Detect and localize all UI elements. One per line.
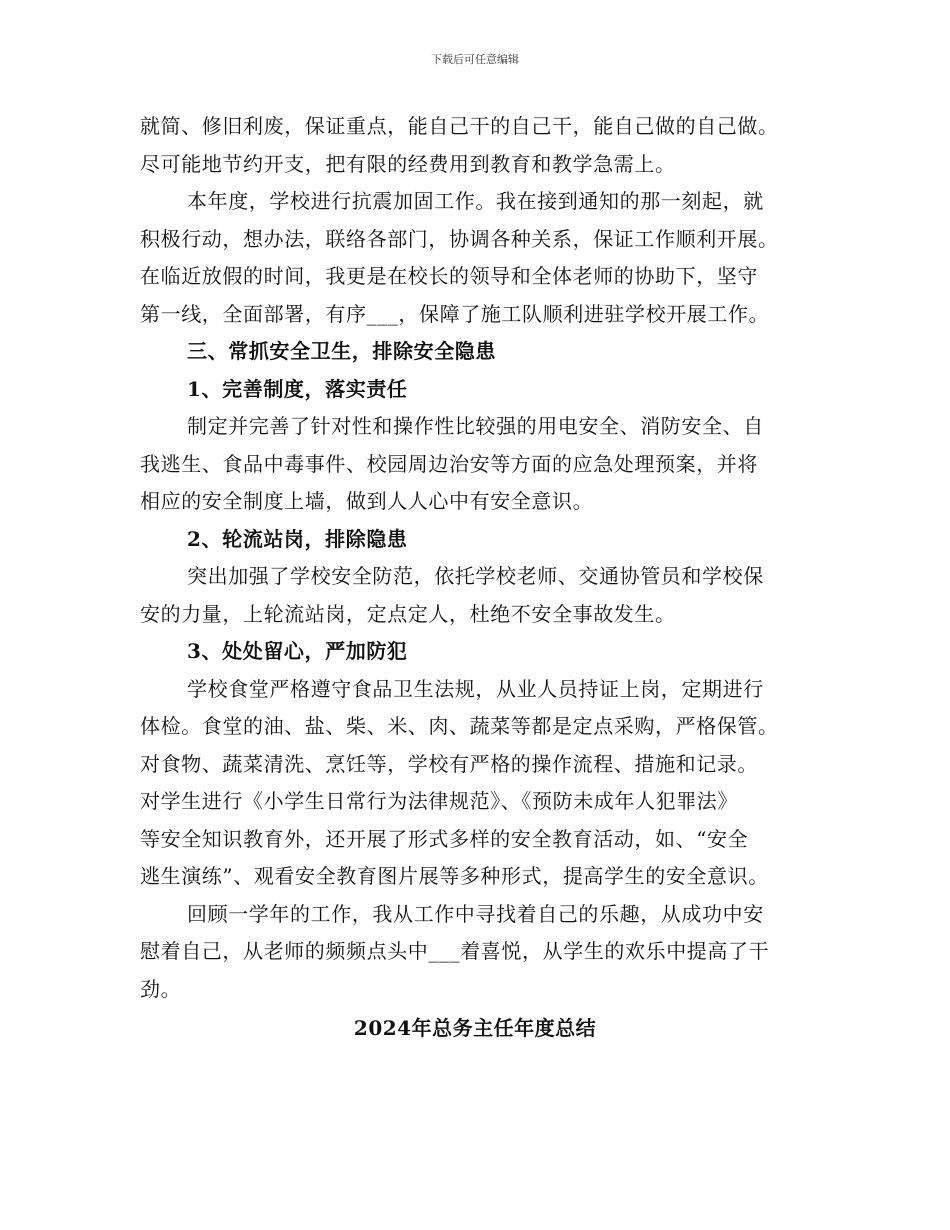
text-line: 突出加强了学校安全防范，依托学校老师、交通协管员和学校保 bbox=[187, 564, 764, 588]
text-line: 慰着自己，从老师的频频点头中___着喜悦，从学生的欢乐中提高了干 bbox=[140, 939, 770, 963]
section-heading: 3、处处留心，严加防犯 bbox=[187, 639, 408, 663]
text-line: 体检。食堂的油、盐、柴、米、肉、蔬菜等都是定点采购，严格保管。 bbox=[140, 714, 779, 738]
text-line: 就简、修旧利废，保证重点，能自己干的自己干，能自己做的自己做。 bbox=[140, 114, 779, 138]
text-line: 逃生演练”、观看安全教育图片展等多种形式，提高学生的安全意识。 bbox=[140, 864, 769, 888]
text-line: 积极行动，想办法，联络各部门，协调各种关系，保证工作顺利开展。 bbox=[140, 226, 779, 251]
text-line: 第一线，全面部署，有序___，保障了施工队顺利进驻学校开展工作。 bbox=[140, 301, 770, 326]
text-line: 本年度，学校进行抗震加固工作。我在接到通知的那一刻起，就 bbox=[187, 189, 764, 213]
section-title: 2024年总务主任年度总结 bbox=[353, 1016, 597, 1040]
text-line: 回顾一学年的工作，我从工作中寻找着自己的乐趣，从成功中安 bbox=[187, 901, 764, 926]
document-body bbox=[140, 108, 815, 1008]
text-line: 在临近放假的时间，我更是在校长的领导和全体老师的协助下，坚守 bbox=[140, 264, 758, 288]
section-heading: 1、完善制度，落实责任 bbox=[187, 376, 408, 401]
text-line: 尽可能地节约开支，把有限的经费用到教育和教学急需上。 bbox=[140, 151, 676, 176]
text-line: 制定并完善了针对性和操作性比较强的用电安全、消防安全、自 bbox=[187, 414, 764, 438]
text-line: 我逃生、食品中毒事件、校园周边治安等方面的应急处理预案，并将 bbox=[140, 451, 758, 476]
text-line: 劲。 bbox=[140, 976, 182, 1001]
text-line: 对食物、蔬菜清洗、烹饪等，学校有严格的操作流程、措施和记录。 bbox=[140, 751, 758, 776]
text-line: 相应的安全制度上墙，做到人人心中有安全意识。 bbox=[140, 489, 594, 513]
page-header: 下载后可任意编辑 bbox=[431, 53, 519, 66]
text-line: 对学生进行《小学生日常行为法律规范》、《预防未成年人犯罪法》 bbox=[140, 789, 738, 813]
section-heading: 三、常抓安全卫生，排除安全隐患 bbox=[187, 339, 496, 363]
section-heading: 2、轮流站岗，排除隐患 bbox=[187, 526, 408, 551]
text-line: 学校食堂严格遵守食品卫生法规，从业人员持证上岗，定期进行 bbox=[187, 676, 764, 701]
text-line: 等安全知识教育外，还开展了形式多样的安全教育活动，如、“安全 bbox=[140, 826, 749, 851]
text-line: 安的力量，上轮流站岗，定点定人，杜绝不安全事故发生。 bbox=[140, 601, 676, 626]
